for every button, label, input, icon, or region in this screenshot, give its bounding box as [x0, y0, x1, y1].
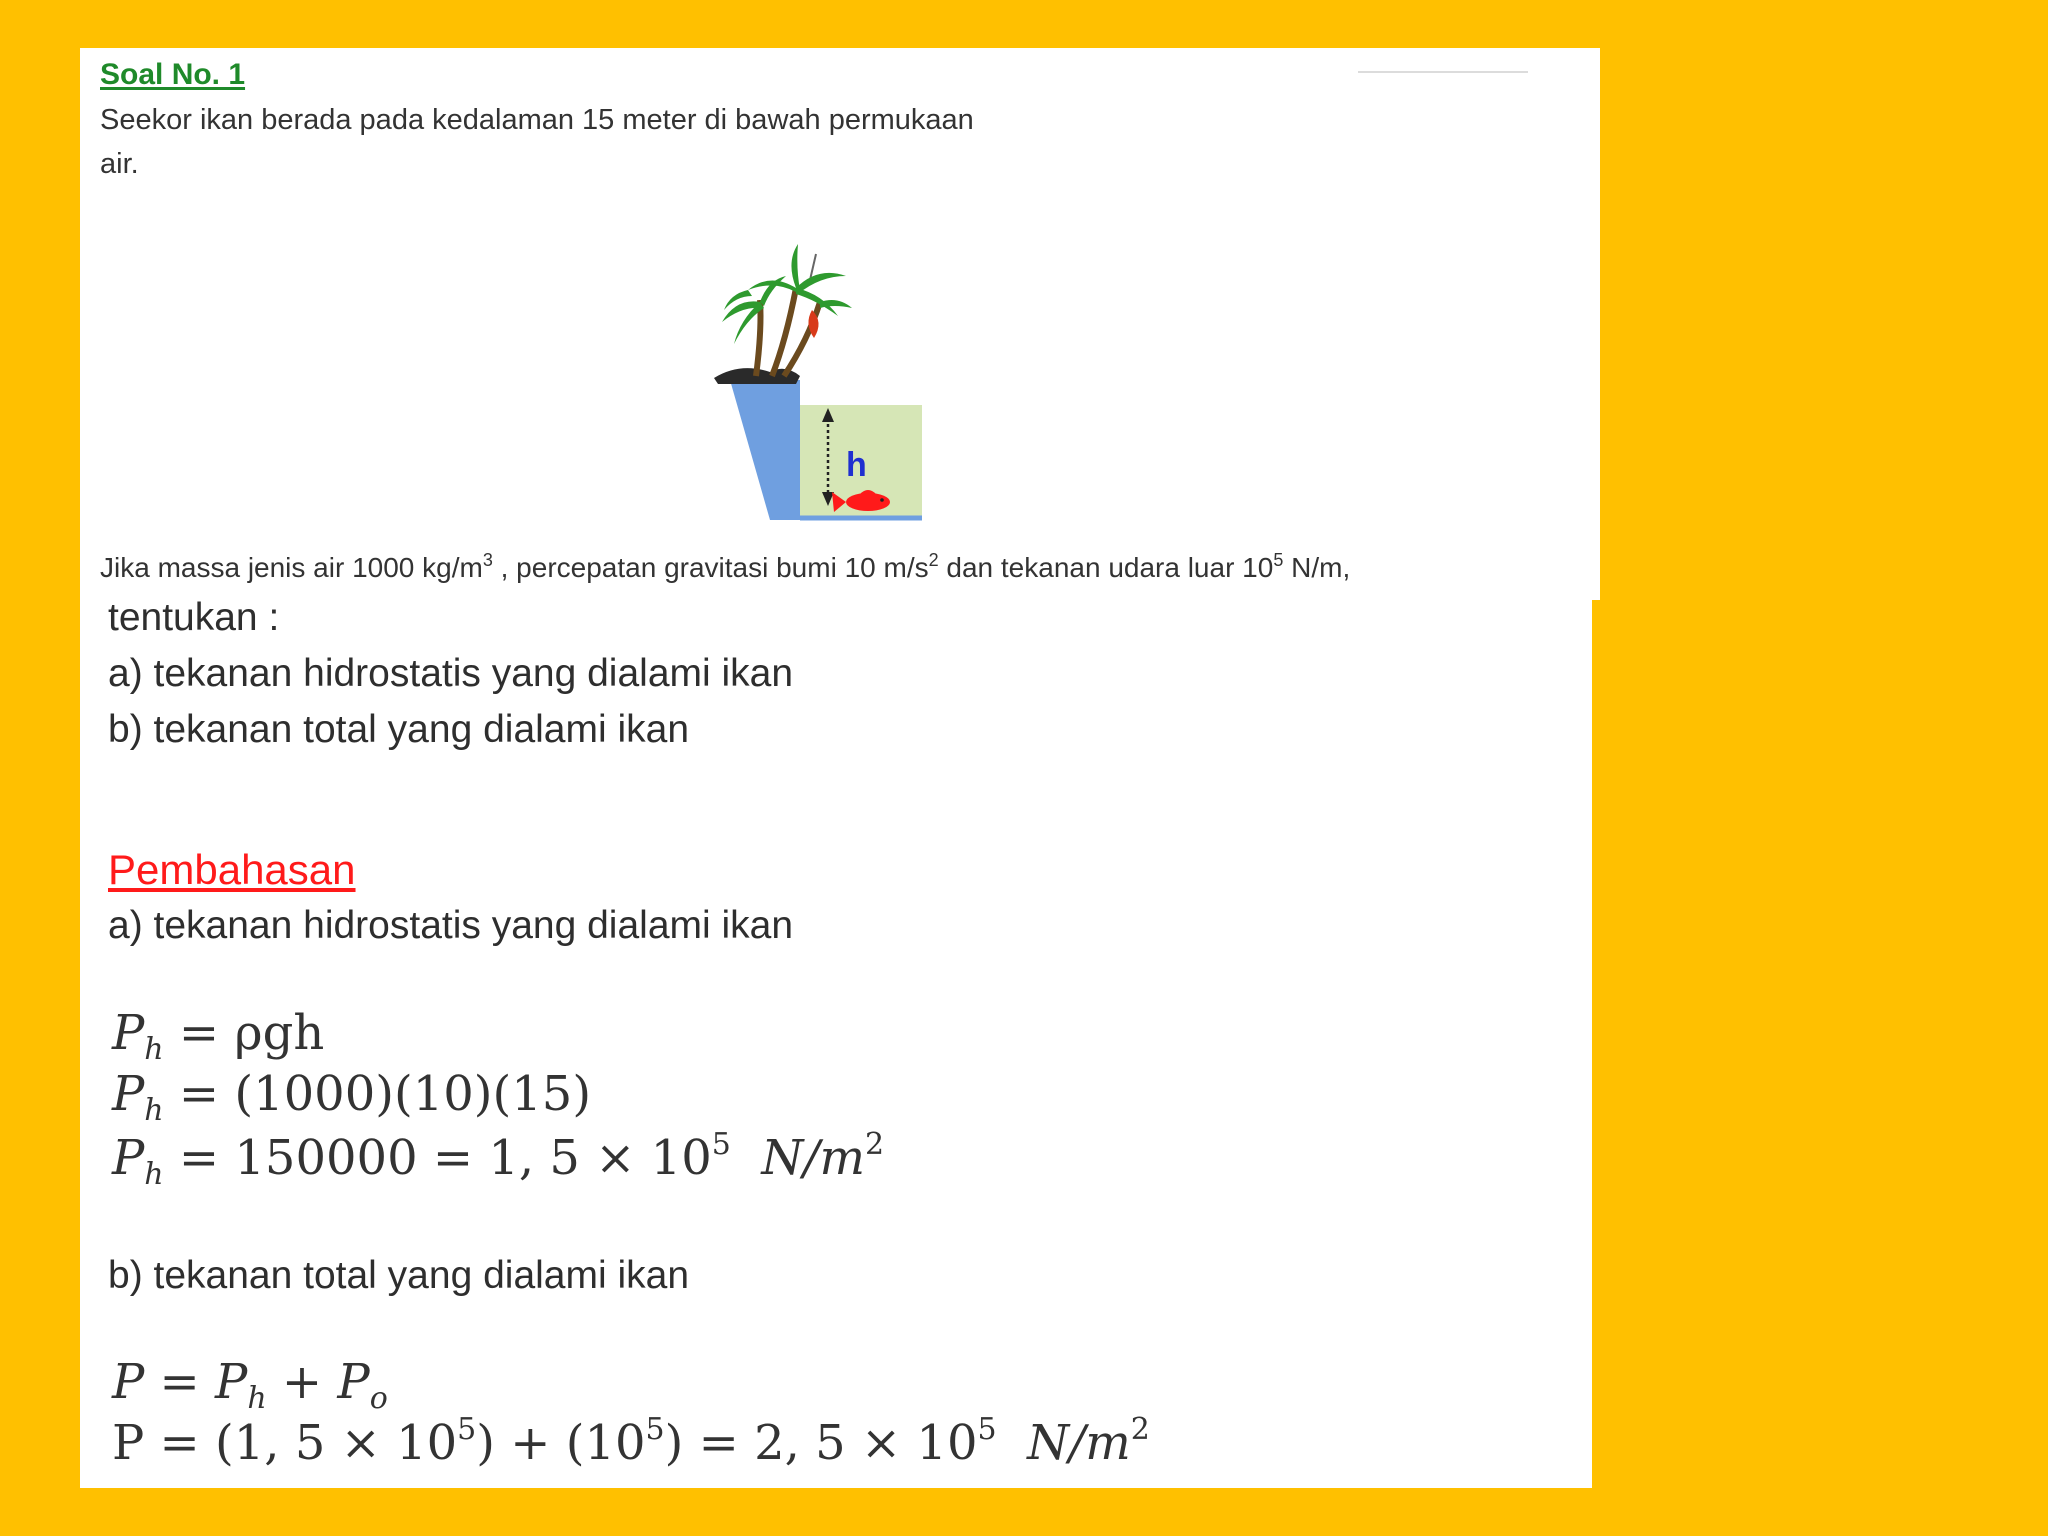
exp-air-pressure: 5: [1273, 550, 1284, 570]
exp-density: 3: [482, 550, 493, 570]
solution-a-heading: a) tekanan hidrostatis yang dialami ikan: [108, 904, 794, 947]
problem-title[interactable]: Soal No. 1: [100, 58, 246, 91]
problem-text-line-2: air.: [100, 148, 139, 180]
pembahasan-title[interactable]: Pembahasan: [108, 846, 356, 893]
problem-text-line-1: Seekor ikan berada pada kedalaman 15 meter di bawah permukaan: [100, 104, 974, 136]
equation-hydrostatic-formula: $P_h = \rho gh$: [112, 1005, 325, 1067]
given-density: Jika massa jenis air 1000 kg/m: [100, 552, 483, 583]
question-b: b) tekanan total yang dialami ikan: [108, 708, 690, 751]
given-air-pressure-unit: N/m,: [1283, 552, 1351, 583]
equation-total-formula: $P = P_h + P_o$: [112, 1354, 388, 1416]
tentukan-text: tentukan :: [108, 596, 280, 639]
question-a: a) tekanan hidrostatis yang dialami ikan: [108, 652, 794, 695]
depth-label: h: [846, 446, 867, 484]
equation-hydrostatic-result: $P_h = 150000 = 1$, $5 \times 10^5$ $N/m^2$: [112, 1127, 885, 1192]
water-bank-shape: [730, 380, 800, 520]
fish-depth-illustration: [700, 240, 960, 540]
equation-hydrostatic-substitution: $P_h = (1000)(10)(15)$: [112, 1066, 592, 1128]
solution-b-heading: b) tekanan total yang dialami ikan: [108, 1254, 690, 1297]
given-gravity: , percepatan gravitasi bumi 10 m/s: [492, 552, 929, 583]
divider-line: [1358, 71, 1528, 73]
problem-given-values: [100, 552, 1350, 584]
equation-total-result: P = (1, $5 \times 10^5) + (10^5) = 2$, $5 \times 10^5$ $N/m^2$: [112, 1412, 1150, 1471]
exp-gravity: 2: [928, 550, 939, 570]
given-air-pressure: dan tekanan udara luar 10: [938, 552, 1274, 583]
